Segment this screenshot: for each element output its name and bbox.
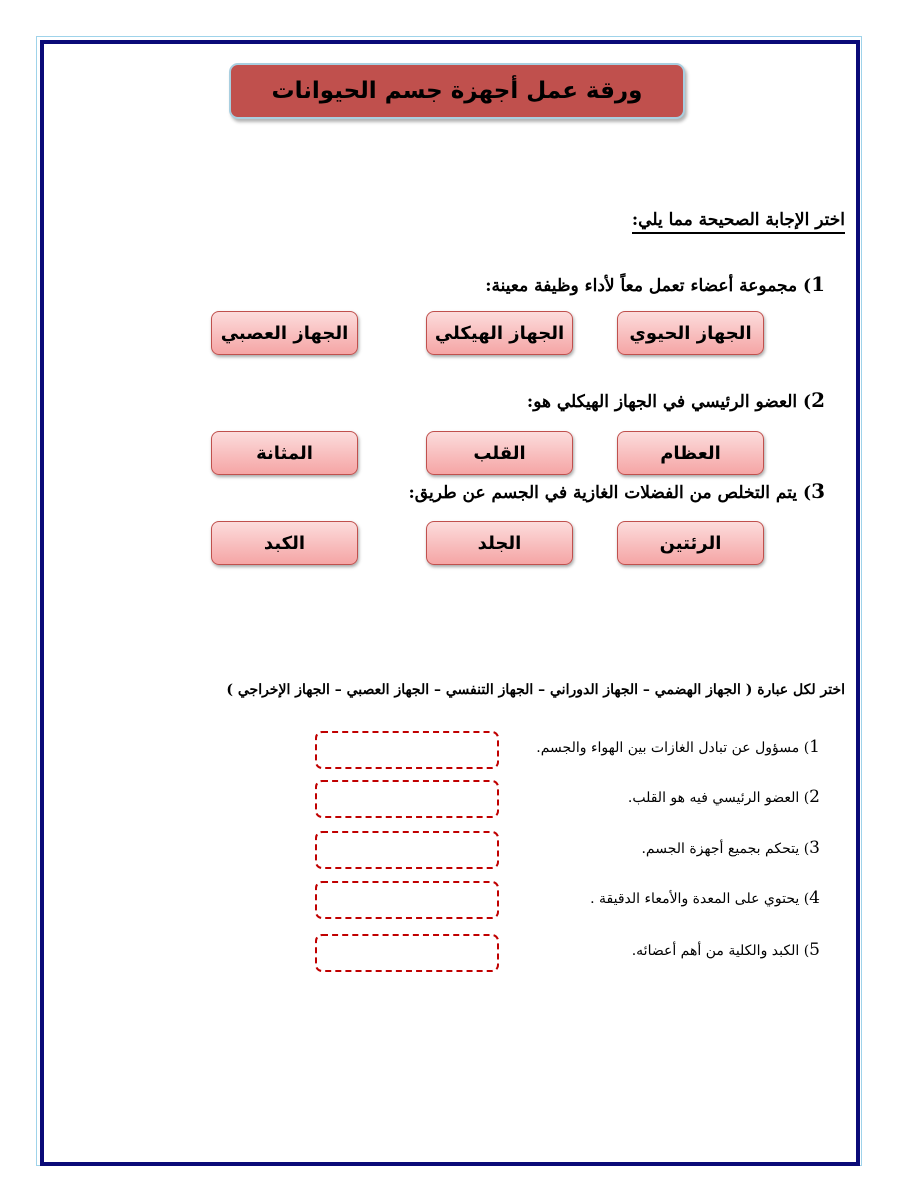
question-text: مجموعة أعضاء تعمل معاً لأداء وظيفة معينة: [485, 276, 798, 296]
question-3: 3) يتم التخلص من الفضلات الغازية في الجسم عن طريق: [408, 479, 825, 503]
q3-option-2[interactable]: الجلد [426, 521, 573, 565]
statement-text: يتحكم بجميع أجهزة الجسم. [641, 841, 800, 857]
question-number: 3 [811, 479, 825, 503]
statement-number: 5 [809, 940, 820, 960]
q1-option-1[interactable]: الجهاز الحيوي [617, 311, 764, 355]
q3-option-1[interactable]: الرئتين [617, 521, 764, 565]
answer-blank-3[interactable] [315, 831, 499, 869]
question-text: العضو الرئيسي في الجهاز الهيكلي هو: [526, 392, 798, 412]
worksheet-title [229, 63, 685, 119]
q1-option-2[interactable]: الجهاز الهيكلي [426, 311, 573, 355]
statement-text: العضو الرئيسي فيه هو القلب. [627, 790, 800, 806]
statement-text: الكبد والكلية من أهم أعضائه. [631, 943, 800, 959]
answer-blank-4[interactable] [315, 881, 499, 919]
statement-1: 1) مسؤول عن تبادل الغازات بين الهواء والجسم. [536, 737, 820, 757]
statement-text: مسؤول عن تبادل الغازات بين الهواء والجسم. [536, 740, 800, 756]
statement-3: 3) يتحكم بجميع أجهزة الجسم. [641, 838, 820, 858]
answer-blank-5[interactable] [315, 934, 499, 972]
statement-number: 1 [809, 737, 820, 757]
question-text: يتم التخلص من الفضلات الغازية في الجسم عن طريق: [408, 483, 798, 503]
q2-option-3[interactable]: المثانة [211, 431, 358, 475]
title-text: ورقة عمل أجهزة جسم الحيوانات [271, 78, 643, 104]
q2-option-2[interactable]: القلب [426, 431, 573, 475]
question-number: 2 [811, 388, 825, 412]
statement-number: 3 [809, 838, 820, 858]
question-2: 2) العضو الرئيسي في الجهاز الهيكلي هو: [526, 388, 825, 412]
section2-instruction: اختر لكل عبارة ( الجهاز الهضمي – الجهاز الدوراني – الجهاز التنفسي – الجهاز العصبي – الجهاز الإخراجي ) [226, 682, 845, 698]
statement-number: 2 [809, 787, 820, 807]
question-number: 1 [811, 272, 825, 296]
answer-blank-2[interactable] [315, 780, 499, 818]
q2-option-1[interactable]: العظام [617, 431, 764, 475]
question-1: 1) مجموعة أعضاء تعمل معاً لأداء وظيفة معينة: [485, 272, 825, 296]
section1-heading: اختر الإجابة الصحيحة مما يلي: [632, 210, 845, 234]
statement-text: يحتوي على المعدة والأمعاء الدقيقة . [590, 891, 800, 907]
q3-option-3[interactable]: الكبد [211, 521, 358, 565]
statement-4: 4) يحتوي على المعدة والأمعاء الدقيقة . [590, 888, 820, 908]
statement-number: 4 [809, 888, 820, 908]
statement-5: 5) الكبد والكلية من أهم أعضائه. [631, 940, 820, 960]
page-border-inner [40, 40, 860, 1166]
statement-2: 2) العضو الرئيسي فيه هو القلب. [627, 787, 820, 807]
answer-blank-1[interactable] [315, 731, 499, 769]
q1-option-3[interactable]: الجهاز العصبي [211, 311, 358, 355]
